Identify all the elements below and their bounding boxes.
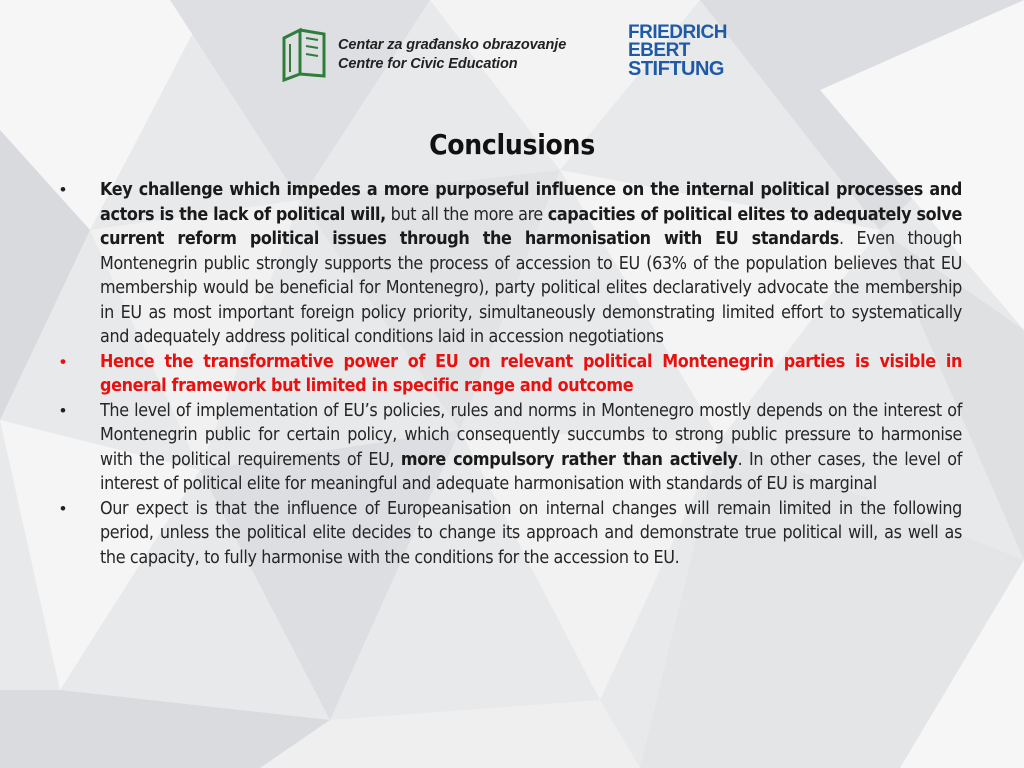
bullet-3-text-b: . In other cases, the level of interest of political elite for meaningful and adequate harmonisation with standards of EU is marginal bbox=[100, 448, 962, 494]
bullet-1-text-b: . Even though Montenegrin public strongly supports the process of accession to EU (63% of the population believes that EU membership would be beneficial for Montenegro), party political elites declaratively advocate the membership in EU as most important foreign policy priority, simultaneously demonstrating limited effort to systematically and adequately address political conditions laid in accession negotiations bbox=[100, 228, 962, 347]
bullet-item-3 bbox=[57, 399, 962, 497]
bullet-item-2 bbox=[57, 350, 962, 399]
bullet-marker: • bbox=[60, 400, 66, 420]
cce-book-icon bbox=[278, 24, 330, 82]
bullet-list bbox=[57, 178, 962, 570]
cce-logo bbox=[278, 24, 578, 86]
bullet-marker: • bbox=[60, 180, 66, 199]
slide-title: Conclusions bbox=[429, 128, 595, 161]
fes-logo-line-2: EBERT bbox=[628, 40, 690, 61]
bullet-3-text-a: The level of implementation of EU’s policies, rules and norms in Montenegro mostly depends on the interest of Montenegrin public for certain policy, which consequently succumbs to strong public pressure to harmonise with the political requirements of EU, bbox=[100, 399, 962, 470]
bullet-item-1 bbox=[57, 178, 962, 350]
bullet-text: Our expect is that the influence of Europeanisation on internal changes will remain limited in the following period, unless the political elite decides to change its approach and demonstrate true political will, as well as the capacity, to fully harmonise with the conditions for the accession to EU. bbox=[100, 497, 962, 568]
bullet-marker: • bbox=[60, 351, 66, 371]
bullet-item-4 bbox=[57, 497, 962, 571]
bullet-1-text-a: but all the more are bbox=[385, 203, 548, 225]
bullet-text bbox=[100, 178, 962, 350]
bullet-text-highlighted: Hence the transformative power of EU on relevant political Montenegrin parties is visible in general framework but limited in specific range and outcome bbox=[100, 350, 962, 396]
fes-logo bbox=[628, 24, 748, 84]
bullet-1-bold-lead: Key challenge which impedes a more purposeful influence on the internal political processes and actors is the lack of political will, bbox=[100, 179, 962, 225]
fes-logo-line-3: STIFTUNG bbox=[628, 58, 724, 80]
bullet-3-bold: more compulsory rather than actively bbox=[400, 448, 738, 470]
fes-logo-line-1: FRIEDRICH bbox=[628, 22, 727, 43]
cce-name-english: Centre for Civic Education bbox=[338, 56, 518, 72]
bullet-marker: • bbox=[60, 498, 66, 518]
bullet-text bbox=[100, 399, 962, 497]
bullet-1-bold-capacities: capacities of political elites to adequately solve current reform political issues through the harmonisation with EU standards bbox=[100, 203, 962, 249]
cce-name-local: Centar za građansko obrazovanje bbox=[338, 37, 567, 53]
header-logos bbox=[0, 18, 1024, 88]
